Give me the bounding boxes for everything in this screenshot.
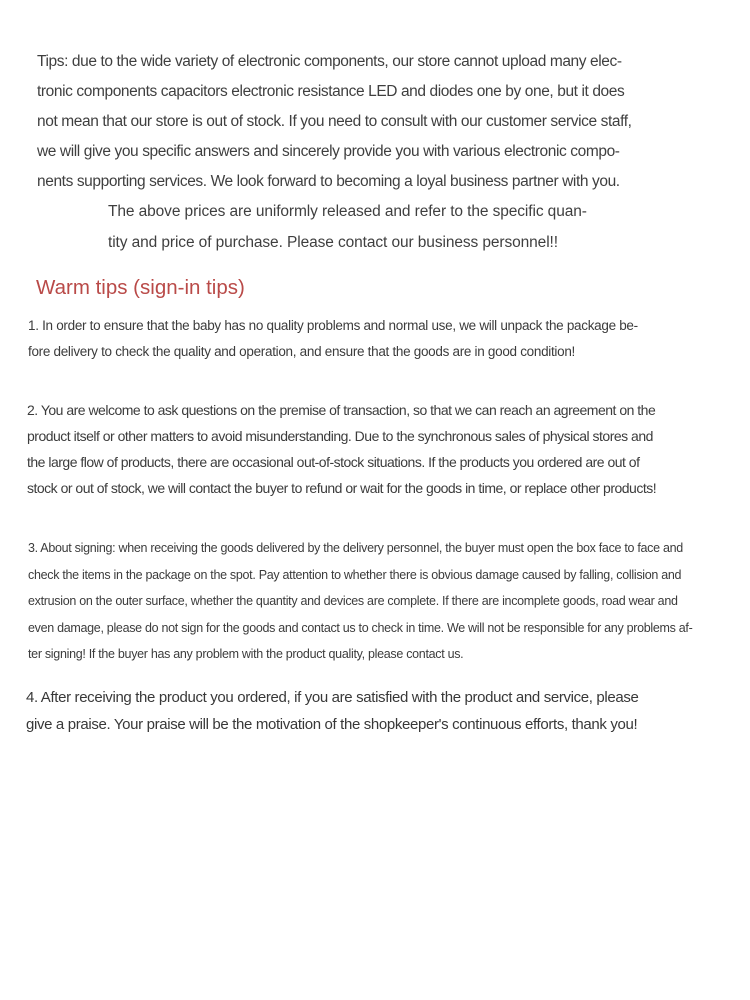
text-line: tronic components capacitors electronic resistance LED and diodes one by one, but it does [37, 83, 625, 100]
text-line: we will give you specific answers and sincerely provide you with various electronic compo- [37, 143, 620, 160]
text-line: extrusion on the outer surface, whether the quantity and devices are complete. If there are incomplete goods, road wear and [28, 594, 678, 608]
text-line: stock or out of stock, we will contact the buyer to refund or wait for the goods in time, or replace other products! [27, 480, 657, 496]
tip-item-2 [27, 397, 750, 501]
tips-intro-paragraph [37, 47, 750, 197]
text-line: not mean that our store is out of stock. If you need to consult with our customer service staff, [37, 113, 632, 130]
text-line: 1. In order to ensure that the baby has no quality problems and normal use, we will unpack the package be- [28, 318, 638, 333]
text-line: the large flow of products, there are occasional out-of-stock situations. If the products you ordered are out of [27, 454, 640, 470]
tip-item-3 [28, 535, 750, 668]
text-line: tity and price of purchase. Please contact our business personnel!! [108, 233, 558, 251]
text-line: ter signing! If the buyer has any problem with the product quality, please contact us. [28, 647, 464, 661]
text-line: 3. About signing: when receiving the goods delivered by the delivery personnel, the buyer must open the box face to face and [28, 541, 683, 555]
tip-item-4 [26, 684, 750, 738]
text-line: give a praise. Your praise will be the motivation of the shopkeeper's continuous efforts, thank you! [26, 715, 638, 733]
text-line: check the items in the package on the spot. Pay attention to whether there is obvious damage caused by falling, collision and [28, 567, 682, 582]
price-note-paragraph [108, 197, 750, 258]
text-line: nents supporting services. We look forward to becoming a loyal business partner with you. [37, 173, 620, 190]
text-line: 4. After receiving the product you ordered, if you are satisfied with the product and service, please [26, 688, 639, 706]
text-line: 2. You are welcome to ask questions on the premise of transaction, so that we can reach an agreement on the [27, 402, 656, 418]
text-line: fore delivery to check the quality and operation, and ensure that the goods are in good condition! [28, 344, 575, 359]
text-line: Tips: due to the wide variety of electronic components, our store cannot upload many elec- [37, 53, 622, 70]
text-line: even damage, please do not sign for the goods and contact us to check in time. We will not be responsible for any problems af- [28, 620, 693, 635]
text-line: The above prices are uniformly released and refer to the specific quan- [108, 203, 587, 220]
text-line: product itself or other matters to avoid misunderstanding. Due to the synchronous sales of physical stores and [27, 428, 653, 444]
warm-tips-heading: Warm tips (sign-in tips) [36, 276, 245, 299]
tip-item-1 [28, 313, 750, 365]
